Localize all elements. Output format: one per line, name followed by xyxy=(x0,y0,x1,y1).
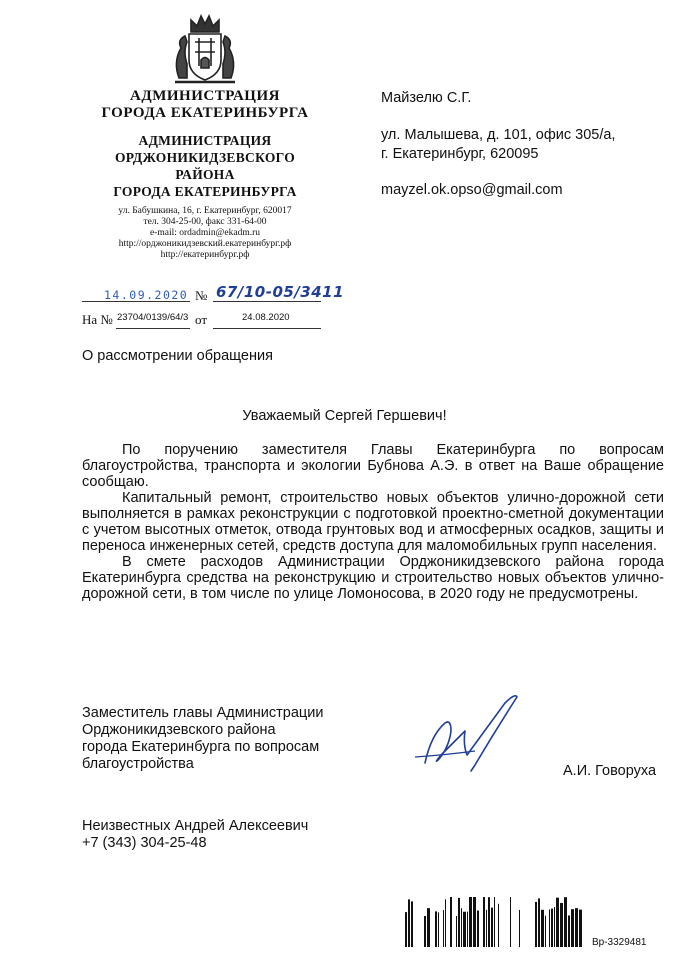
position-line: благоустройства xyxy=(82,756,194,772)
handwritten-signature xyxy=(405,685,555,775)
executor-phone: +7 (343) 304-25-48 xyxy=(82,835,207,851)
reference-date: 24.08.2020 xyxy=(242,312,290,323)
reference-label: На № xyxy=(82,312,113,327)
addressee-street: ул. Малышева, д. 101, офис 305/а, xyxy=(381,127,616,143)
outgoing-number: 67/10-05/3411 xyxy=(216,283,345,301)
body-paragraph: По поручению заместителя Главы Екатеринбурга по вопросам благоустройства, транспорта и экологии Бубнова А.Э. в ответ на Ваше обращение сообщаю. xyxy=(82,442,664,490)
coat-of-arms-icon xyxy=(165,8,245,88)
position-line: Заместитель главы Администрации xyxy=(82,705,324,721)
barcode-icon xyxy=(405,897,585,947)
salutation: Уважаемый Сергей Гершевич! xyxy=(242,408,447,424)
letterhead-contacts xyxy=(80,206,330,261)
district-name-line: ОРДЖОНИКИДЗЕВСКОГО xyxy=(114,150,295,165)
organization-name xyxy=(80,88,330,122)
district-name-line: ГОРОДА ЕКАТЕРИНБУРГА xyxy=(113,184,297,199)
letter-body xyxy=(82,442,664,602)
signer-name: А.И. Говоруха xyxy=(563,763,657,779)
number-sign: № xyxy=(195,288,208,303)
reference-underline xyxy=(116,327,190,329)
position-line: Орджоникидзевского района xyxy=(82,722,276,738)
document-code: Вр-3329481 xyxy=(592,937,647,948)
district-name-line: РАЙОНА xyxy=(175,167,235,182)
body-paragraph: Капитальный ремонт, строительство новых объектов улично-дорожной сети выполняется в рамках реконструкции с подготовкой проектно-сметной документации с учетом высотных отметок, отвода грунтовых вод и атмосферных осадков, защиты и переноса инженерных сетей, средств доступа для маломобильных групп населения. xyxy=(82,490,664,554)
org-name-line: АДМИНИСТРАЦИЯ xyxy=(130,88,280,104)
addressee-email: mayzel.ok.opso@gmail.com xyxy=(381,182,563,198)
addressee-city: г. Екатеринбург, 620095 xyxy=(381,146,539,162)
org-address: ул. Бабушкина, 16, г. Екатеринбург, 620017 xyxy=(118,206,292,216)
position-line: города Екатеринбурга по вопросам xyxy=(82,739,320,755)
date-stamp: 14.09.2020 xyxy=(104,288,189,302)
org-website: http://екатеринбург.рф xyxy=(160,250,250,260)
signatory-position xyxy=(82,705,323,773)
reference-number: 23704/0139/64/3 xyxy=(117,312,189,323)
letter-subject: О рассмотрении обращения xyxy=(82,348,273,364)
body-paragraph: В смете расходов Администрации Орджоникидзевского района города Екатеринбурга средства на реконструкцию и строительство новых объектов улично-дорожной сети, в том числе по улице Ломоносова, в 2020 году не предусмотрены. xyxy=(82,554,664,602)
executor-block xyxy=(82,818,308,852)
org-website: http://орджоникидзевский.екатеринбург.рф xyxy=(118,239,292,249)
district-name-line: АДМИНИСТРАЦИЯ xyxy=(138,133,272,148)
district-administration-name xyxy=(80,132,330,200)
reference-date-underline xyxy=(213,327,321,329)
addressee-name: Майзелю С.Г. xyxy=(381,90,472,106)
executor-name: Неизвестных Андрей Алексеевич xyxy=(82,818,309,834)
org-name-line: ГОРОДА ЕКАТЕРИНБУРГА xyxy=(101,105,309,121)
org-email: e-mail: ordadmin@ekadm.ru xyxy=(149,228,261,238)
from-label: от xyxy=(195,312,208,327)
org-phone: тел. 304-25-00, факс 331-64-00 xyxy=(143,217,267,227)
